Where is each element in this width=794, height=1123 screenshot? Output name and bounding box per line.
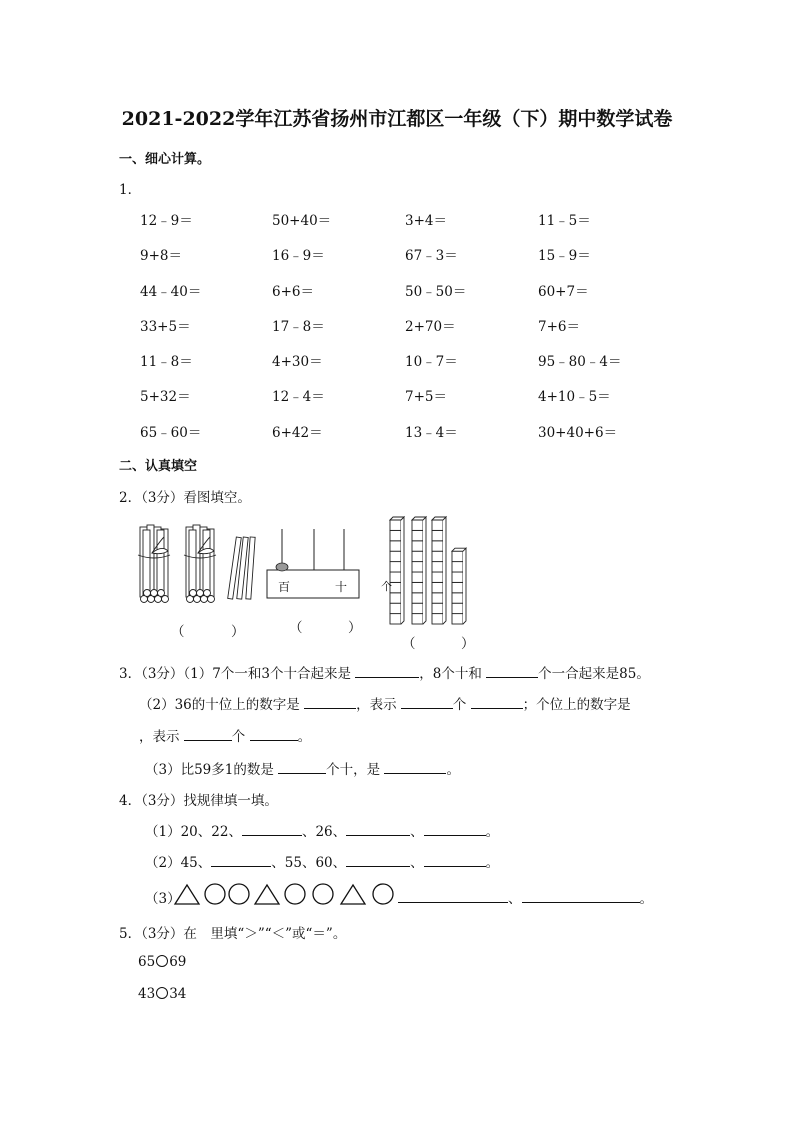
circle-icon	[229, 884, 249, 904]
cube-icon	[412, 541, 423, 551]
q3-text: 个一合起来是85。	[538, 666, 650, 682]
abacus-bead-icon	[276, 563, 288, 571]
q3-text: ，表示	[139, 729, 180, 745]
calc-item: 4+10﹣5＝	[538, 389, 611, 406]
cube-icon	[432, 541, 443, 551]
answer-blank[interactable]	[471, 695, 523, 709]
question-4-part3-answers	[398, 887, 653, 907]
answer-blank[interactable]	[184, 727, 232, 741]
cube-icon	[432, 603, 443, 613]
cube-icon	[452, 593, 463, 603]
answer-blank[interactable]	[278, 760, 326, 774]
q3-text: （2）36的十位上的数字是	[139, 697, 300, 713]
q3-text: 。	[446, 762, 460, 778]
cube-icon	[452, 603, 463, 613]
compare-circle-icon[interactable]	[156, 987, 168, 999]
answer-blank[interactable]	[486, 664, 538, 678]
cube-icon	[432, 572, 443, 582]
calc-item: 3+4＝	[405, 213, 447, 229]
calc-item: 7+5＝	[405, 389, 447, 406]
question-4-text: 4．（3分）找规律填一填。	[119, 793, 278, 809]
answer-blank[interactable]	[398, 889, 508, 903]
q3-text: 3．（3分）（1）7个一和3个十合起来是	[119, 666, 351, 682]
q4-sequence: 、55、60、	[271, 855, 347, 871]
answer-blank[interactable]	[250, 727, 298, 741]
calc-item: 5+32＝	[140, 389, 191, 406]
calc-item: 30+40+6＝	[538, 424, 618, 441]
q4-sequence: 20、22、	[180, 824, 242, 840]
answer-blank[interactable]	[304, 695, 356, 709]
cube-icon	[390, 541, 401, 551]
q4-sequence: 45、	[180, 855, 212, 871]
cube-icon	[432, 582, 443, 592]
compare-right: 34	[169, 986, 187, 1002]
cube-icon	[432, 593, 443, 603]
cube-icon	[390, 530, 401, 540]
answer-blank[interactable]	[355, 664, 419, 678]
q4-sep: 、	[410, 855, 424, 871]
abacus-tens-label: 十	[335, 580, 348, 594]
cube-column	[412, 517, 426, 624]
section2-heading: 二、认真填空	[119, 459, 198, 474]
circle-icon	[285, 884, 305, 904]
compare-left: 43	[138, 986, 156, 1002]
calc-item: 17﹣8＝	[272, 318, 325, 335]
q3-text: ，8个十和	[419, 666, 482, 682]
q4-label: （1）	[145, 824, 181, 840]
answer-blank[interactable]	[401, 695, 453, 709]
answer-paren-close: ）	[461, 636, 475, 652]
calc-item: 67﹣3＝	[405, 248, 458, 265]
stick-bundle-icon	[138, 525, 170, 603]
question-4-part1	[145, 820, 499, 840]
shape-pattern	[173, 882, 398, 906]
cube-blocks-figure	[386, 512, 470, 627]
answer-blank[interactable]	[522, 889, 640, 903]
calc-item: 33+5＝	[140, 318, 191, 335]
q3-text: ；个位上的数字是	[522, 697, 631, 713]
answer-blank[interactable]	[242, 822, 302, 836]
cube-icon	[432, 551, 443, 561]
calc-item: 11﹣5＝	[538, 213, 591, 229]
cube-icon	[432, 520, 443, 530]
cube-icon	[412, 614, 423, 624]
calc-item: 9+8＝	[140, 248, 182, 265]
cube-icon	[412, 593, 423, 603]
calc-item: 50+40＝	[272, 213, 332, 229]
cube-icon	[432, 614, 443, 624]
calc-item: 2+70＝	[405, 318, 456, 335]
blocks-unit-label: 个	[381, 580, 392, 593]
q4-end: 。	[485, 855, 500, 871]
stick-bundle-icon	[184, 525, 216, 603]
q3-text: （3）比59多1的数是	[145, 762, 274, 778]
cube-column	[452, 548, 466, 624]
page-title: 2021-2022学年江苏省扬州市江都区一年级（下）期中数学试卷	[121, 108, 673, 130]
calc-item: 6+42＝	[272, 424, 323, 441]
question-3-line2	[139, 693, 631, 713]
cube-column	[432, 517, 446, 624]
question-3-line4	[145, 758, 460, 778]
compare-circle-icon[interactable]	[156, 955, 168, 967]
question-1-number: 1．	[119, 182, 142, 198]
cube-column	[390, 517, 404, 624]
calc-item: 10﹣7＝	[405, 354, 458, 371]
cube-icon	[412, 603, 423, 613]
q4-label: （2）	[145, 855, 181, 871]
answer-blank[interactable]	[384, 760, 446, 774]
calc-item: 12﹣4＝	[272, 389, 325, 406]
section1-heading: 一、细心计算。	[119, 152, 211, 167]
cube-icon	[412, 530, 423, 540]
calc-item: 12﹣9＝	[140, 213, 193, 229]
q4-sep: 、	[410, 824, 424, 840]
calc-item: 4+30＝	[272, 354, 323, 371]
answer-blank[interactable]	[424, 853, 486, 867]
cube-icon	[412, 582, 423, 592]
calc-item: 65﹣60＝	[140, 424, 202, 441]
cube-icon	[452, 572, 463, 582]
calc-item: 50﹣50＝	[405, 283, 467, 300]
circle-icon	[313, 884, 333, 904]
question-2-text: 2．（3分）看图填空。	[119, 490, 251, 506]
cube-icon	[390, 593, 401, 603]
cube-icon	[412, 520, 423, 530]
question-3-line3	[139, 725, 311, 745]
cube-icon	[452, 582, 463, 592]
circle-icon	[205, 884, 225, 904]
cube-icon	[390, 603, 401, 613]
compare-left: 65	[138, 954, 156, 970]
answer-paren-close: ）	[231, 624, 245, 640]
single-sticks-icon	[228, 537, 255, 599]
answer-blank[interactable]	[211, 853, 271, 867]
q4-part3-label: （3）	[145, 891, 181, 907]
q3-text: 个	[231, 729, 246, 745]
cube-icon	[412, 562, 423, 572]
q4-end: 。	[639, 891, 653, 907]
question-3-line1	[119, 662, 650, 682]
calc-item: 7+6＝	[538, 318, 580, 335]
circle-icon	[373, 884, 393, 904]
cube-icon	[452, 562, 463, 572]
cube-icon	[390, 520, 401, 530]
calc-item: 6+6＝	[272, 283, 314, 300]
cube-icon	[390, 562, 401, 572]
cube-icon	[390, 551, 401, 561]
calc-item: 13﹣4＝	[405, 424, 458, 441]
cube-icon	[452, 614, 463, 624]
q4-sequence: 、26、	[301, 824, 347, 840]
answer-paren-open: （	[289, 620, 303, 636]
q4-sep: 、	[508, 891, 522, 907]
cube-icon	[432, 562, 443, 572]
question-5-text: 5．（3分）在 里填“＞”“＜”或“＝”。	[119, 926, 347, 942]
q3-text: 个	[452, 697, 467, 713]
compare-right: 69	[169, 954, 187, 970]
calc-item: 16﹣9＝	[272, 248, 325, 265]
abacus-hundreds-label: 百	[278, 580, 291, 594]
stick-bundles-figure	[130, 515, 260, 635]
compare-item	[138, 954, 186, 970]
calc-item: 11﹣8＝	[140, 354, 193, 371]
cube-icon	[412, 572, 423, 582]
q3-text: 个十，是	[326, 762, 381, 778]
answer-paren-close: ）	[348, 620, 362, 636]
answer-blank[interactable]	[346, 822, 410, 836]
calc-item: 15﹣9＝	[538, 248, 591, 265]
question-4-part2	[145, 851, 499, 871]
cube-icon	[452, 551, 463, 561]
compare-item	[138, 986, 186, 1002]
answer-paren-open: （	[171, 624, 185, 640]
calc-item: 44﹣40＝	[140, 283, 202, 300]
q3-text: ，表示	[356, 697, 397, 713]
cube-icon	[412, 551, 423, 561]
q4-end: 。	[485, 824, 500, 840]
cube-icon	[432, 530, 443, 540]
calc-item: 60+7＝	[538, 283, 589, 300]
triangle-icon	[255, 885, 279, 904]
answer-paren-open: （	[402, 636, 416, 652]
triangle-icon	[341, 885, 365, 904]
calc-item: 95﹣80﹣4＝	[538, 354, 622, 371]
answer-blank[interactable]	[346, 853, 410, 867]
answer-blank[interactable]	[424, 822, 486, 836]
q3-text: 。	[297, 729, 312, 745]
cube-icon	[390, 614, 401, 624]
triangle-icon	[175, 885, 199, 904]
